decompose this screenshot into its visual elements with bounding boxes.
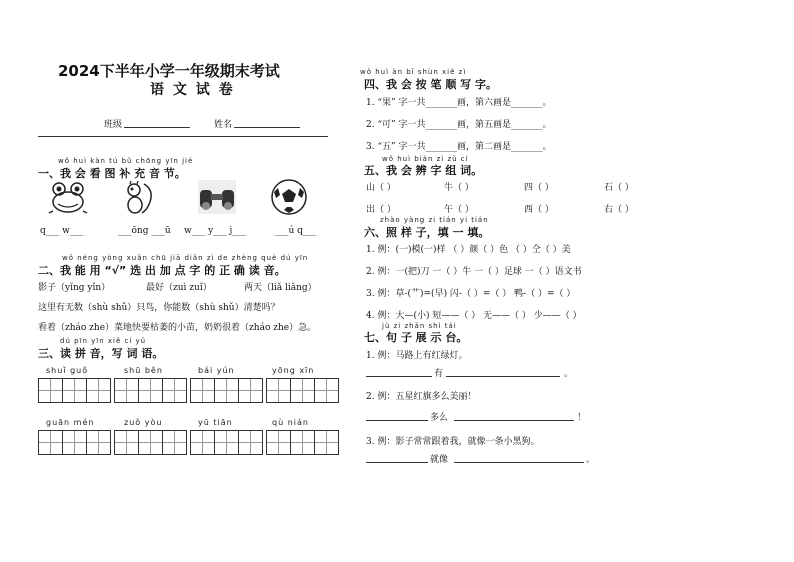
- squirrel-icon: [122, 180, 154, 216]
- sec4-title: 四、我 会 按 笔 顺 写 字。: [364, 78, 497, 91]
- word-pinyin-6: zuǒ yòu: [124, 418, 163, 427]
- sec5-title: 五、我 会 辨 字 组 词。: [364, 164, 483, 177]
- sec1-blank-3[interactable]: w___ y___ j___: [184, 226, 246, 236]
- sec4-item-1[interactable]: 1. “果” 字一共_______画，第六画是_______。: [366, 98, 552, 108]
- header-divider: [38, 136, 328, 137]
- sec6-title: 六、照 样 子，填 一 填。: [364, 226, 490, 239]
- sec5-r1-2[interactable]: 牛（ ）: [444, 183, 474, 193]
- sec1-pinyin: wǒ huì kàn tú bǔ chōng yīn jié: [58, 157, 194, 165]
- sec2-title: 二、我 能 用 “√” 选 出 加 点 字 的 正 确 读 音。: [38, 264, 286, 277]
- sec6-item-2[interactable]: 2. 例：一(把)刀 一（ ）牛 一（ ）足球 一（ ）语文书: [366, 267, 582, 277]
- sec2-item-5[interactable]: 看着（zháo zhe）菜地快要枯萎的小苗，奶奶很着（zháo zhe）急。: [38, 323, 317, 333]
- sec6-item-4[interactable]: 4. 例：大—(小) 短——（ ） 无——（ ） 少——（ ）: [366, 311, 582, 321]
- writing-grid-5[interactable]: [38, 430, 111, 455]
- sec4-item-3[interactable]: 3. “五” 字一共_______画，第二画是_______。: [366, 142, 552, 152]
- sec7-title: 七、句 子 展 示 台。: [364, 331, 468, 344]
- sec1-blank-2[interactable]: ___ōng ___ū: [118, 226, 171, 236]
- football-icon: [270, 178, 308, 216]
- sec5-r1-4[interactable]: 石（ ）: [604, 183, 634, 193]
- sec1-title: 一、我 会 看 图 补 充 音 节。: [38, 167, 186, 180]
- name-label: 姓名: [214, 120, 233, 130]
- sec2-item-4[interactable]: 这里有无数（shù shǔ）只鸟，你能数（shù shǔ）清楚吗？: [38, 303, 280, 313]
- name-blank[interactable]: [234, 127, 300, 128]
- writing-grid-1[interactable]: [38, 378, 111, 403]
- word-pinyin-7: yū tiān: [198, 418, 233, 427]
- writing-grid-3[interactable]: [190, 378, 263, 403]
- sec7-pinyin: jù zi zhǎn shì tái: [382, 322, 457, 330]
- word-pinyin-3: bái yún: [198, 366, 235, 375]
- word-pinyin-1: shuǐ guǒ: [46, 366, 89, 375]
- exam-subtitle: 语 文 试 卷: [150, 82, 235, 98]
- sec7-blank-3b[interactable]: [454, 462, 584, 463]
- sec4-pinyin: wǒ huì àn bǐ shùn xiě zì: [360, 68, 467, 76]
- class-label: 班级: [104, 120, 123, 130]
- sec1-blank-4[interactable]: ___ú q___: [275, 226, 317, 236]
- binoculars-icon: [196, 180, 238, 214]
- writing-grid-6[interactable]: [114, 430, 187, 455]
- writing-grid-4[interactable]: [266, 378, 339, 403]
- sec6-pinyin: zhào yàng zi tián yi tián: [380, 216, 489, 224]
- sec7-blank-3a[interactable]: [366, 462, 428, 463]
- sec7-blank-1b[interactable]: [446, 376, 560, 377]
- sec5-r1-3[interactable]: 四（ ）: [524, 183, 554, 193]
- sec7-blank-1a[interactable]: [366, 376, 432, 377]
- sec6-item-1[interactable]: 1. 例：(一)模(一)样 （ ）颜（ ）色 （ ）仝（ ）美: [366, 245, 571, 255]
- sec2-item-2[interactable]: 最好（zuì zuǐ）: [146, 283, 212, 293]
- sec3-title: 三、读 拼 音，写 词 语。: [38, 347, 164, 360]
- sec7-period-3: 。: [586, 455, 596, 465]
- sec7-blank-2b[interactable]: [454, 420, 574, 421]
- class-blank[interactable]: [124, 127, 190, 128]
- writing-grid-7[interactable]: [190, 430, 263, 455]
- sec2-item-3[interactable]: 两天（liǎ liǎng）: [244, 283, 317, 293]
- word-pinyin-4: yōng xīn: [272, 366, 315, 375]
- word-pinyin-8: qù nián: [272, 418, 309, 427]
- sec5-r2-4[interactable]: 右（ ）: [604, 205, 634, 215]
- sec7-example-1: 1. 例：马路上有红绿灯。: [366, 351, 468, 361]
- sec6-item-3[interactable]: 3. 例：草-(艹)=(早) 闪-（ ）=（ ） 鸭-（ ）=（ ）: [366, 289, 576, 299]
- sec5-r1-1[interactable]: 山（ ）: [366, 183, 396, 193]
- sec1-blank-1[interactable]: q___ w___: [40, 226, 84, 236]
- sec3-pinyin: dú pīn yīn xiě cí yǔ: [60, 337, 147, 345]
- word-pinyin-2: shū běn: [124, 366, 163, 375]
- sec7-period-1: 。: [564, 369, 574, 379]
- exam-title: 2024下半年小学一年级期末考试: [58, 62, 280, 80]
- sec7-fill-1: 有: [434, 369, 444, 379]
- sec7-blank-2a[interactable]: [366, 420, 428, 421]
- sec7-example-3: 3. 例：影子常常跟着我，就像一条小黑狗。: [366, 437, 540, 447]
- sec5-r2-1[interactable]: 出（ ）: [366, 205, 396, 215]
- sec7-fill-2: 多么: [430, 413, 449, 423]
- frog-icon: [48, 180, 88, 214]
- writing-grid-8[interactable]: [266, 430, 339, 455]
- sec7-example-2: 2. 例：五星红旗多么美丽！: [366, 392, 477, 402]
- writing-grid-2[interactable]: [114, 378, 187, 403]
- sec5-pinyin: wǒ huì biàn zì zǔ cí: [382, 155, 469, 163]
- sec2-pinyin: wǒ néng yòng xuǎn chū jiā diǎn zì de zhèng què dú yīn: [62, 254, 309, 262]
- sec5-r2-2[interactable]: 午（ ）: [444, 205, 474, 215]
- sec5-r2-3[interactable]: 西（ ）: [524, 205, 554, 215]
- sec7-fill-3: 就像: [430, 455, 449, 465]
- sec4-item-2[interactable]: 2. “可” 字一共_______画，第五画是_______。: [366, 120, 552, 130]
- sec7-exclaim-2: ！: [577, 413, 587, 423]
- word-pinyin-5: guān mén: [46, 418, 95, 427]
- sec2-item-1[interactable]: 影子（yǐng yǐn）: [38, 283, 111, 293]
